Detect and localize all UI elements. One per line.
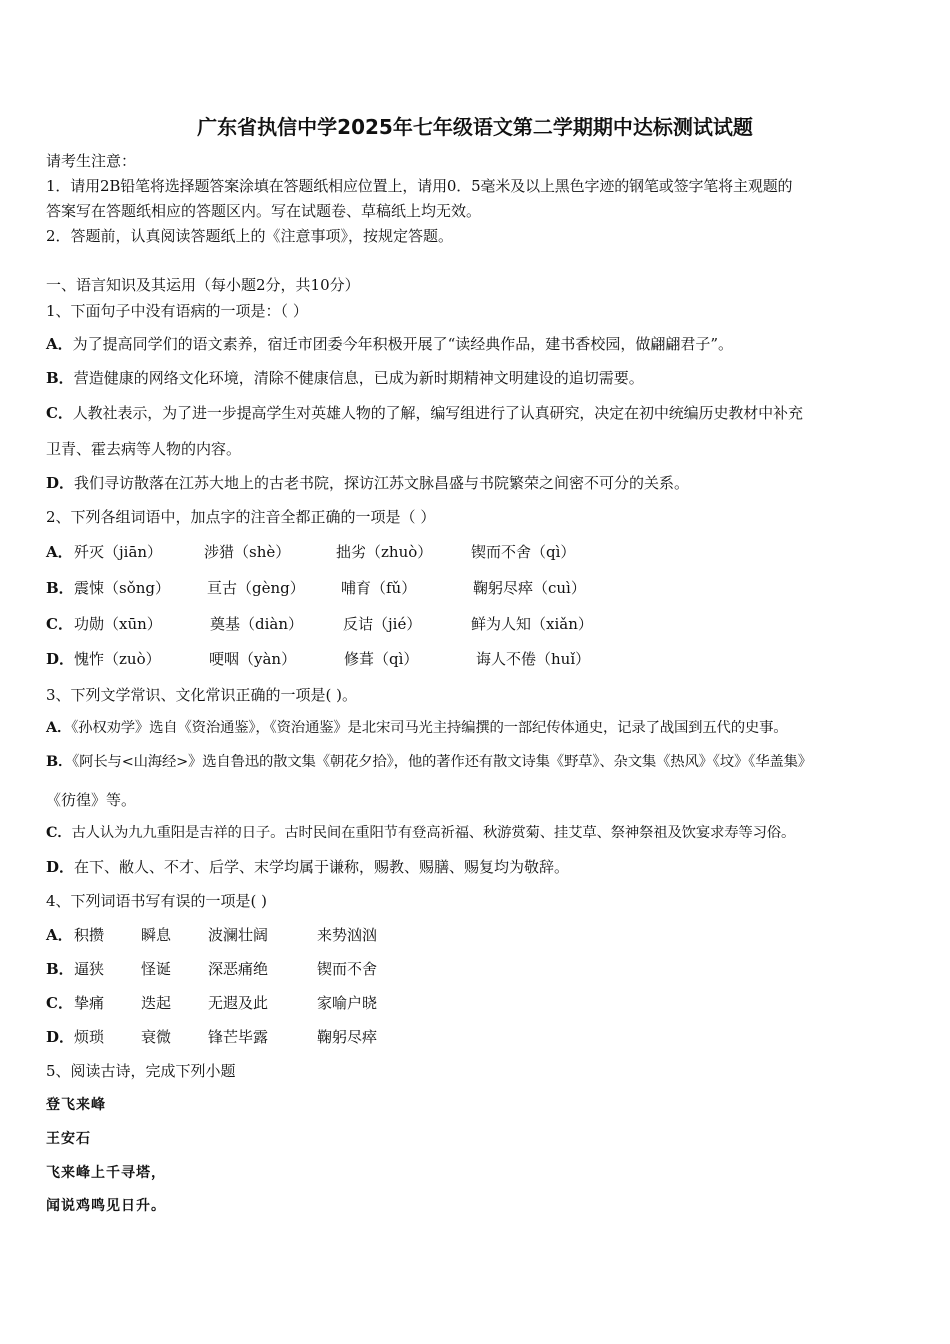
word-2: 怪诞 <box>141 960 172 978</box>
option-label: C． <box>46 615 73 633</box>
word-4: 来势汹汹 <box>317 926 378 944</box>
q3-option-d <box>46 857 569 877</box>
word-1: 积攒 <box>74 926 105 944</box>
word-1: 愧怍（zuò） <box>74 650 161 668</box>
option-label: D． <box>46 474 75 492</box>
q3-option-c <box>46 823 795 843</box>
option-label: B． <box>46 753 73 770</box>
word-1: 歼灭（jiān） <box>74 543 163 561</box>
word-2: 衰微 <box>141 1028 172 1046</box>
option-text: 在下、敝人、不才、后学、末学均属于谦称，赐教、赐膳、赐复均为敬辞。 <box>74 858 570 876</box>
q3-stem: 3、下列文学常识、文化常识正确的一项是( )。 <box>46 686 358 704</box>
poem-title: 登飞来峰 <box>46 1097 106 1113</box>
option-text: 《孙权劝学》选自《资治通鉴》，《资治通鉴》是北宋司马光主持编撰的一部纪传体通史，记录了战国到五代的史事。 <box>71 720 788 736</box>
notice-heading: 请考生注意： <box>46 152 137 170</box>
option-label: A． <box>46 543 73 561</box>
word-4: 鞠躬尽瘁（cuì） <box>473 579 586 597</box>
option-label: C． <box>46 994 73 1012</box>
option-text: 《阿长与<山海经>》选自鲁迅的散文集《朝花夕拾》，他的著作还有散文诗集《野草》、杂文集《热风》《坟》《华盖集》 <box>72 754 812 770</box>
word-1: 功勋（xūn） <box>74 615 162 633</box>
notice-item-2: 2．答题前，认真阅读答题纸上的《注意事项》，按规定答题。 <box>46 227 454 245</box>
q1-option-d <box>46 473 689 493</box>
q3-option-b-continued: 《彷徨》等。 <box>46 791 137 809</box>
word-2: 哽咽（yàn） <box>209 650 297 668</box>
q5-stem: 5、阅读古诗，完成下列小题 <box>46 1062 236 1080</box>
q4-stem: 4、下列词语书写有误的一项是( ) <box>46 892 268 910</box>
word-4: 鞠躬尽瘁 <box>317 1028 378 1046</box>
word-3: 拙劣（zhuò） <box>336 543 433 561</box>
word-4: 鲜为人知（xiǎn） <box>471 615 593 633</box>
option-label: C． <box>46 404 73 422</box>
word-4: 锲而不舍（qì） <box>471 543 576 561</box>
word-2: 涉猎（shè） <box>204 543 291 561</box>
q1-option-a <box>46 334 733 354</box>
option-label: A． <box>46 335 73 353</box>
word-2: 亘古（gèng） <box>207 579 305 597</box>
option-label: B． <box>46 369 74 387</box>
word-1: 烦琐 <box>74 1028 105 1046</box>
option-label: D． <box>46 858 75 876</box>
option-label: A． <box>46 719 72 736</box>
option-label: C． <box>46 824 72 841</box>
option-label: D． <box>46 650 75 668</box>
word-2: 瞬息 <box>141 926 172 944</box>
q1-option-c <box>46 403 803 423</box>
word-2: 迭起 <box>141 994 172 1012</box>
word-1: 震悚（sǒng） <box>74 579 170 597</box>
notice-item-1-line-2: 答案写在答题纸相应的答题区内。写在试题卷、草稿纸上均无效。 <box>46 202 482 220</box>
word-1: 逼狭 <box>74 960 105 978</box>
poem-line-1: 飞来峰上千寻塔， <box>46 1165 166 1181</box>
option-label: A． <box>46 926 73 944</box>
q1-stem: 1、下面句子中没有语病的一项是：（ ） <box>46 302 308 320</box>
word-3: 无遐及此 <box>208 994 269 1012</box>
word-3: 深恶痛绝 <box>208 960 269 978</box>
option-label: D． <box>46 1028 75 1046</box>
word-4: 诲人不倦（huǐ） <box>476 650 591 668</box>
option-label: B． <box>46 960 74 978</box>
word-3: 锋芒毕露 <box>208 1028 269 1046</box>
q1-option-b <box>46 368 644 388</box>
q1-option-c-continued: 卫青、霍去病等人物的内容。 <box>46 440 242 458</box>
word-3: 反诘（jié） <box>343 615 422 633</box>
option-text: 人教社表示，为了进一步提高学生对英雄人物的了解，编写组进行了认真研究，决定在初中统编历史教材中补充 <box>72 404 803 422</box>
option-text: 我们寻访散落在江苏大地上的古老书院，探访江苏文脉昌盛与书院繁荣之间密不可分的关系。 <box>74 474 690 492</box>
option-text: 古人认为九九重阳是吉祥的日子。古时民间在重阳节有登高祈福、秋游赏菊、挂艾草、祭神祭祖及饮宴求寿等习俗。 <box>71 825 796 841</box>
q3-option-a <box>46 718 787 738</box>
q2-stem: 2、下列各组词语中，加点字的注音全都正确的一项是（ ） <box>46 508 436 526</box>
word-4: 家喻户晓 <box>317 994 378 1012</box>
poem-author: 王安石 <box>46 1131 91 1147</box>
word-1: 挚痛 <box>74 994 105 1012</box>
notice-item-1-line-1: 1．请用2B铅笔将选择题答案涂填在答题纸相应位置上，请用0．5毫米及以上黑色字迹的钢笔或签字笔将主观题的 <box>46 177 793 195</box>
word-3: 波澜壮阔 <box>208 926 269 944</box>
word-2: 奠基（diàn） <box>210 615 304 633</box>
option-text: 营造健康的网络文化环境，清除不健康信息，已成为新时期精神文明建设的追切需要。 <box>73 369 644 387</box>
poem-line-2: 闻说鸡鸣见日升。 <box>46 1198 166 1214</box>
q3-option-b <box>46 752 812 772</box>
section-1-heading: 一、语言知识及其运用（每小题2分，共10分） <box>46 276 360 294</box>
option-text: 为了提高同学们的语文素养，宿迁市团委今年积极开展了“读经典作品，建书香校园，做翩翩君子”。 <box>72 335 733 353</box>
word-4: 锲而不舍 <box>317 960 378 978</box>
option-label: B． <box>46 579 74 597</box>
word-3: 哺育（fǔ） <box>341 579 417 597</box>
word-3: 修葺（qì） <box>344 650 419 668</box>
page-title: 广东省执信中学2025年七年级语文第二学期期中达标测试试题 <box>197 115 753 139</box>
